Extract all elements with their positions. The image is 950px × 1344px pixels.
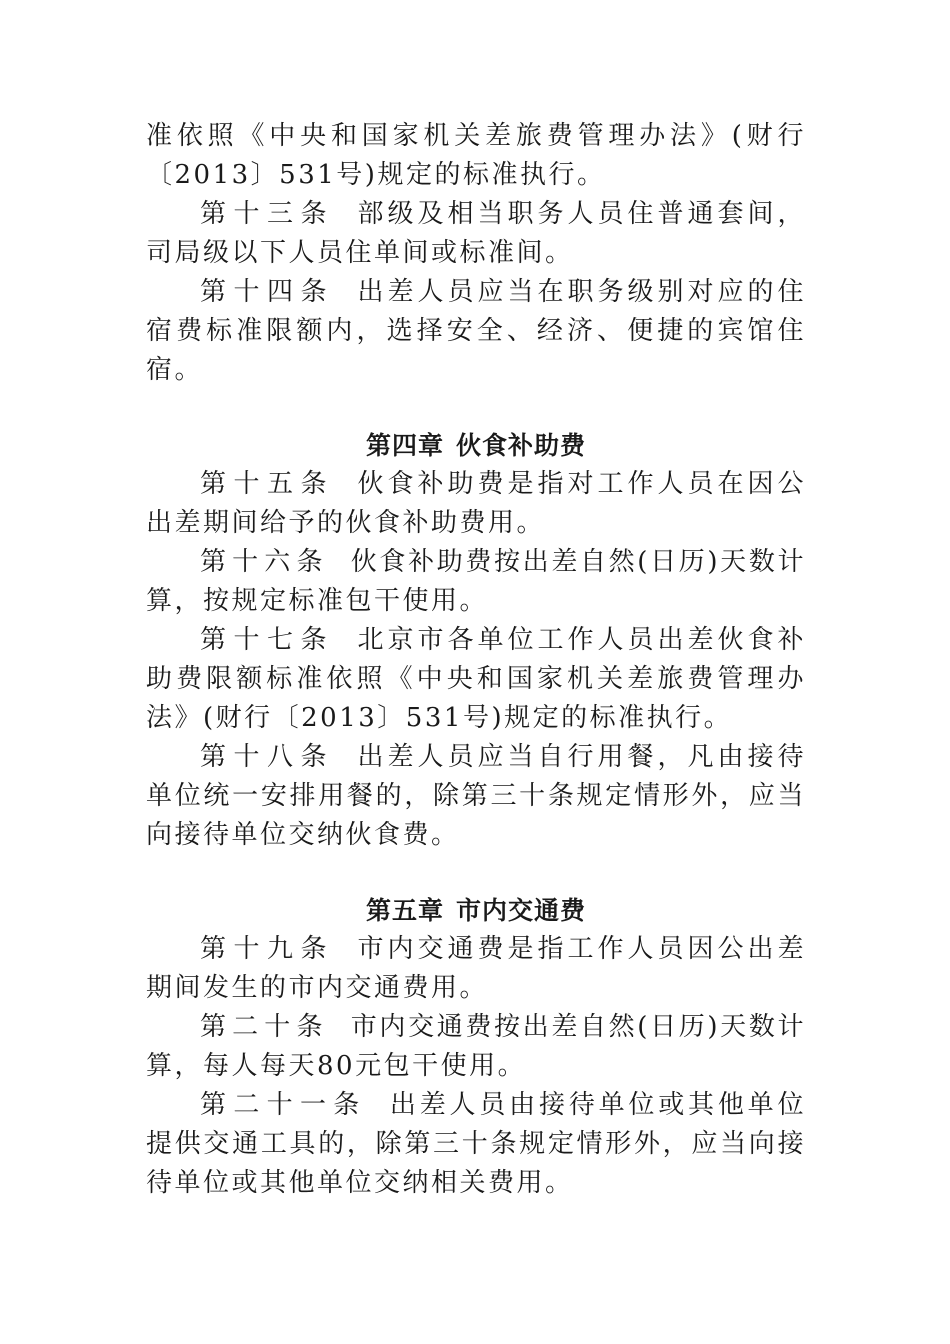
article-number: 第十四条	[200, 277, 334, 307]
chapter-5-heading	[146, 891, 806, 930]
article-text: 伙食补助费是指对工作人员在因公出差期间给予的伙食补助费用。	[146, 469, 806, 538]
chapter-number: 第四章	[365, 431, 444, 460]
article-16	[146, 543, 806, 621]
article-20	[146, 1008, 806, 1086]
article-text: 出差人员应当自行用餐，凡由接待单位统一安排用餐的，除第三十条规定情形外，应当向接待单位交纳伙食费。	[146, 742, 806, 850]
article-text: 伙食补助费按出差自然(日历)天数计算，按规定标准包干使用。	[146, 547, 806, 616]
article-number: 第十六条	[200, 547, 329, 577]
chapter-4-heading	[146, 426, 806, 465]
article-number: 第二十一条	[200, 1090, 367, 1120]
article-21	[146, 1086, 806, 1203]
document-body	[146, 117, 806, 1203]
paragraph-text: 准依照《中央和国家机关差旅费管理办法》(财行〔2013〕531号)规定的标准执行。	[146, 121, 806, 190]
article-13	[146, 195, 806, 273]
article-15	[146, 465, 806, 543]
article-number: 第十五条	[200, 469, 334, 499]
article-number: 第十七条	[200, 625, 334, 655]
article-18	[146, 738, 806, 855]
article-number: 第十八条	[200, 742, 334, 772]
chapter-title: 伙食补助费	[456, 431, 587, 460]
article-number: 第二十条	[200, 1012, 329, 1042]
continuation-paragraph	[146, 117, 806, 195]
article-text: 北京市各单位工作人员出差伙食补助费限额标准依照《中央和国家机关差旅费管理办法》(财行〔2013〕531号)规定的标准执行。	[146, 625, 806, 733]
article-19	[146, 930, 806, 1008]
article-14	[146, 273, 806, 390]
article-text: 出差人员应当在职务级别对应的住宿费标准限额内，选择安全、经济、便捷的宾馆住宿。	[146, 277, 806, 385]
article-number: 第十九条	[200, 934, 334, 964]
article-text: 出差人员由接待单位或其他单位提供交通工具的，除第三十条规定情形外，应当向接待单位或其他单位交纳相关费用。	[146, 1090, 806, 1198]
chapter-number: 第五章	[365, 896, 444, 925]
article-text: 部级及相当职务人员住普通套间，司局级以下人员住单间或标准间。	[146, 199, 806, 268]
article-text: 市内交通费按出差自然(日历)天数计算，每人每天80元包干使用。	[146, 1012, 806, 1081]
article-text: 市内交通费是指工作人员因公出差期间发生的市内交通费用。	[146, 934, 806, 1003]
chapter-title: 市内交通费	[456, 896, 587, 925]
article-number: 第十三条	[200, 199, 334, 229]
article-17	[146, 621, 806, 738]
